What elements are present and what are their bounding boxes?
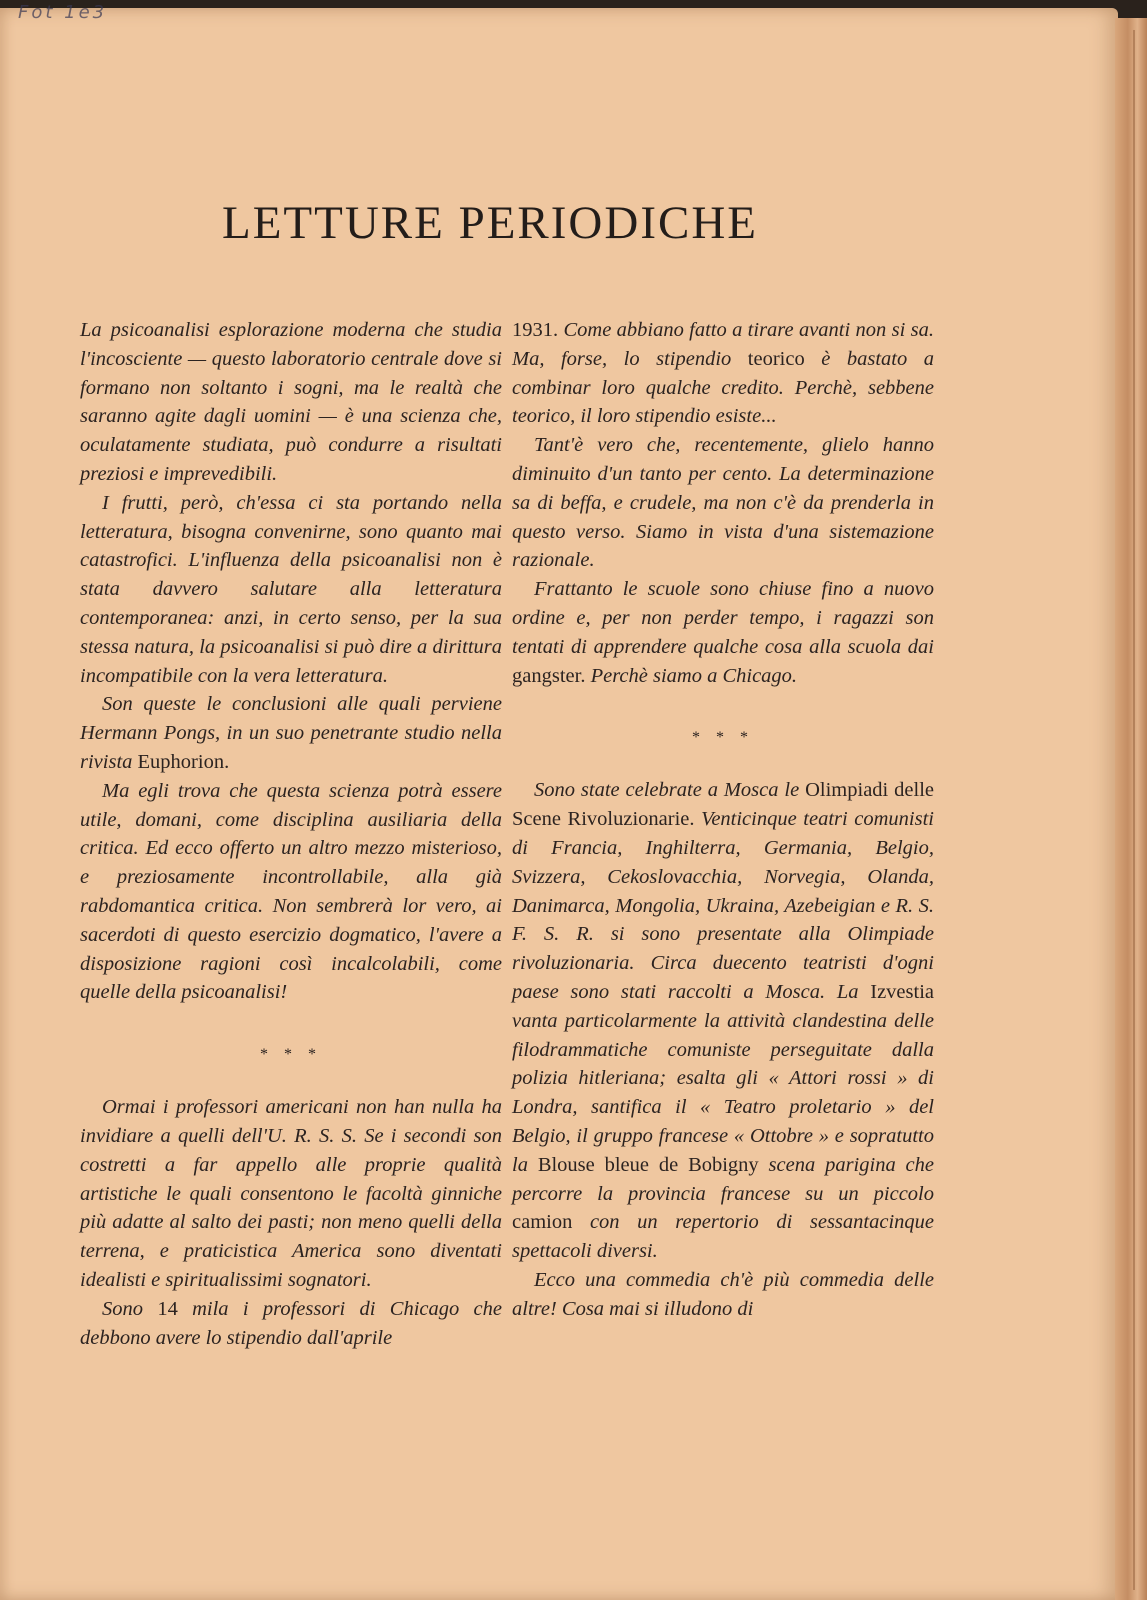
right-column (512, 316, 934, 1324)
roman-word: camion (512, 1211, 573, 1234)
paragraph-text: Son queste le conclusioni alle quali perviene Hermann Pongs, in un suo penetrante studio nella rivista (80, 693, 502, 773)
number: 14 (157, 1297, 178, 1320)
page-edge-line (1133, 30, 1135, 1590)
paragraph (512, 776, 934, 1266)
paragraph (512, 575, 934, 690)
paragraph-text: mila i professori di Chicago che debbono avere lo stipendio dall'aprile (80, 1297, 502, 1349)
paragraph-text: Venticinque teatri comunisti di Francia, Inghilterra, Germania, Belgio, Svizzera, Cekoslovacchia, Norvegia, Olanda, Danimarca, Mongolia, Ukraina, Azebeigian e R. S. F. S. R. si sono presentate alla Olimpiade rivoluzionaria. Circa duecento teatristi d'ogni paese sono stati raccolti a Mosca. La (512, 808, 934, 1003)
section-separator: * * * (260, 1046, 322, 1064)
paragraph-text: con un repertorio di sessantacinque spettacoli diversi. (512, 1211, 934, 1263)
paragraph (80, 1295, 502, 1353)
year: 1931. (512, 319, 559, 341)
paper-sheet (0, 2, 1118, 1600)
paragraph (80, 690, 502, 776)
book-page-edge (1115, 18, 1147, 1600)
paragraph-text: Frattanto le scuole sono chiuse fino a nuovo ordine e, per non perder tempo, i ragazzi son tentati di apprendere qualche cosa alla scuola dai (512, 578, 934, 658)
roman-word: gangster. (512, 664, 586, 687)
paragraph-text: Perchè siamo a Chicago. (585, 664, 798, 687)
section-separator: * * * (692, 729, 754, 747)
paragraph-text: Sono state celebrate a Mosca le (534, 779, 806, 802)
paragraph-text: vanta particolarmente la attività clandestina delle filodrammatiche comuniste perseguitate dalla polizia hitleriana; esalta gli « Attori rossi » di Londra, santifica il « Teatro proletario » del Belgio, il gruppo francese « Ottobre » e sopratutto la (512, 1009, 934, 1176)
handwritten-scrawl: Fot 1e3 (18, 2, 108, 23)
paragraph-text: scena parigina che percorre la provincia francese su un piccolo (512, 1153, 934, 1205)
newspaper-name: Izvestia (870, 980, 934, 1003)
left-column (80, 316, 502, 1352)
journal-name: Euphorion. (137, 750, 230, 773)
paragraph: Tant'è vero che, recentemente, glielo hanno diminuito d'un tanto per cento. La determinazione sa di beffa, e crudele, ma non c'è da prenderla in questo verso. Siamo in vista d'una sistemazione razionale. (512, 434, 934, 572)
paragraph (512, 316, 934, 431)
paragraph: I frutti, però, ch'essa ci sta portando nella letteratura, bisogna convenirne, sono quanto mai catastrofici. L'influenza della psicoanalisi non è stata davvero salutare alla letteratura contemporanea: anzi, in certo senso, per la sua stessa natura, la psicoanalisi si può dire a dirittura incompatibile con la vera letteratura. (80, 491, 502, 687)
paragraph: La psicoanalisi esplorazione moderna che studia l'incosciente — questo laboratorio centrale dove si formano non soltanto i sogni, ma le realtà che saranno agite dagli uomini — è una scienza che, oculatamente studiata, può condurre a risultati preziosi e imprevedibili. (80, 319, 502, 485)
roman-word: teorico (747, 347, 805, 370)
paragraph: Ecco una commedia ch'è più commedia delle altre! Cosa mai si illudono di (512, 1268, 934, 1320)
paragraph-text: Come abbiano fatto a tirare avanti non si sa. Ma, forse, lo stipendio (512, 319, 934, 370)
paragraph-text: Sono (102, 1297, 158, 1320)
roman-phrase: Olimpiadi delle Scene Rivoluzionarie. (512, 779, 934, 831)
paragraph: Ma egli trova che questa scienza potrà essere utile, domani, come disciplina ausiliaria della critica. Ed ecco offerto un altro mezzo misterioso, e preziosamente incontrollabile, alla già rabdomantica critica. Non sembrerà lor vero, ai sacerdoti di questo esercizio dogmatico, l'avere a disposizione ragioni così incalcolabili, come quelle della psicoanalisi! (80, 779, 502, 1004)
page-title: LETTURE PERIODICHE (222, 197, 758, 249)
theatre-name: Blouse bleue de Bobigny (537, 1153, 759, 1176)
paragraph-text: è bastato a combinar loro qualche credito. Perchè, sebbene teorico, il loro stipendio esiste... (512, 347, 935, 428)
paragraph: Ormai i professori americani non han nulla ha invidiare a quelli dell'U. R. S. S. Se i secondi son costretti a far appello alle proprie qualità artistiche le quali consentono le facoltà ginniche più adatte al salto dei pasti; non meno quelli della terrena, e praticistica America sono diventati idealisti e spiritualissimi sognatori. (80, 1096, 502, 1291)
